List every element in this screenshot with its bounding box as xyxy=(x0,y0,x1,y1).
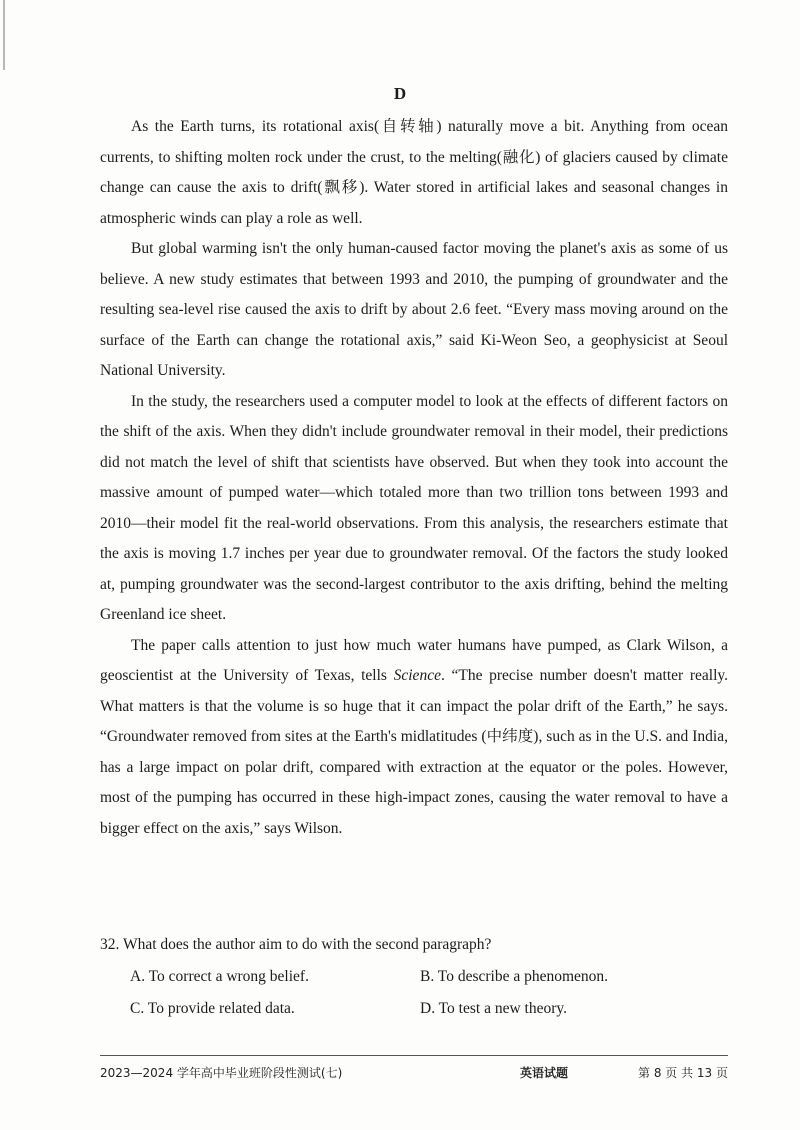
binding-edge-mark xyxy=(3,0,5,70)
question-32 xyxy=(100,930,728,1024)
passage-paragraph-4 xyxy=(100,631,728,845)
passage-paragraph-2: But global warming isn't the only human-caused factor moving the planet's axis as some of us believe. A new study estimates that between 1993 and 2010, the pumping of groundwater and the resulting sea-level rise caused the axis to drift by about 2.6 feet. “Every mass moving around on the surface of the Earth can change the rotational axis,” said Ki-Weon Seo, a geophysicist at Seoul National University. xyxy=(100,240,728,379)
section-letter: D xyxy=(393,84,407,103)
exam-title: 2023—2024 学年高中毕业班阶段性测试(七) xyxy=(100,1066,343,1080)
option-c[interactable]: C. To provide related data. xyxy=(130,1000,295,1017)
option-b[interactable]: B. To describe a phenomenon. xyxy=(420,968,609,985)
journal-name-science: Science xyxy=(393,667,441,684)
passage-paragraph-3: In the study, the researchers used a computer model to look at the effects of different factors on the shift of the axis. When they didn't include groundwater removal in their model, their predictions did not match the level of shift that scientists have observed. But when they took into account the massive amount of pumped water—which totaled more than two trillion tons between 1993 and 2010—their model fit the real-world observations. From this analysis, the researchers estimate that the axis is moving 1.7 inches per year due to groundwater removal. Of the factors the study looked at, pumping groundwater was the second-largest contributor to the axis drifting, behind the melting Greenland ice sheet. xyxy=(100,392,728,623)
paragraph-4-text-end: . “The precise number doesn't matter really. What matters is that the volume is so huge that it can impact the polar drift of the Earth,” he says. “Groundwater removed from sites at the Earth's midlatitudes (中纬度), such as in the U.S. and India, has a large impact on polar drift, compared with extraction at the equator or the poles. However, most of the pumping has occurred in these high-impact zones, causing the water removal to have a bigger effect on the axis,” says Wilson. xyxy=(100,667,728,837)
option-a[interactable]: A. To correct a wrong belief. xyxy=(130,968,309,985)
answer-options xyxy=(100,962,728,1024)
page-footer xyxy=(100,1064,728,1084)
option-d[interactable]: D. To test a new theory. xyxy=(420,1000,567,1017)
footer-divider xyxy=(100,1055,728,1056)
subject-label: 英语试题 xyxy=(520,1066,569,1080)
page-number: 第 8 页 共 13 页 xyxy=(638,1066,728,1080)
paragraph-4-text-start: The paper calls attention to just how much water humans have pumped, as Clark Wilson, a geoscientist at the University of Texas, tells xyxy=(100,636,728,684)
question-stem: 32. What does the author aim to do with the second paragraph? xyxy=(100,936,492,953)
reading-passage xyxy=(100,112,728,844)
passage-paragraph-1: As the Earth turns, its rotational axis(自转轴) naturally move a bit. Anything from ocean currents, to shifting molten rock under the crust, to the melting(融化) of glaciers caused by climate change can cause the axis to drift(飘移). Water stored in artificial lakes and seasonal changes in atmospheric winds can play a role as well. xyxy=(100,118,728,227)
